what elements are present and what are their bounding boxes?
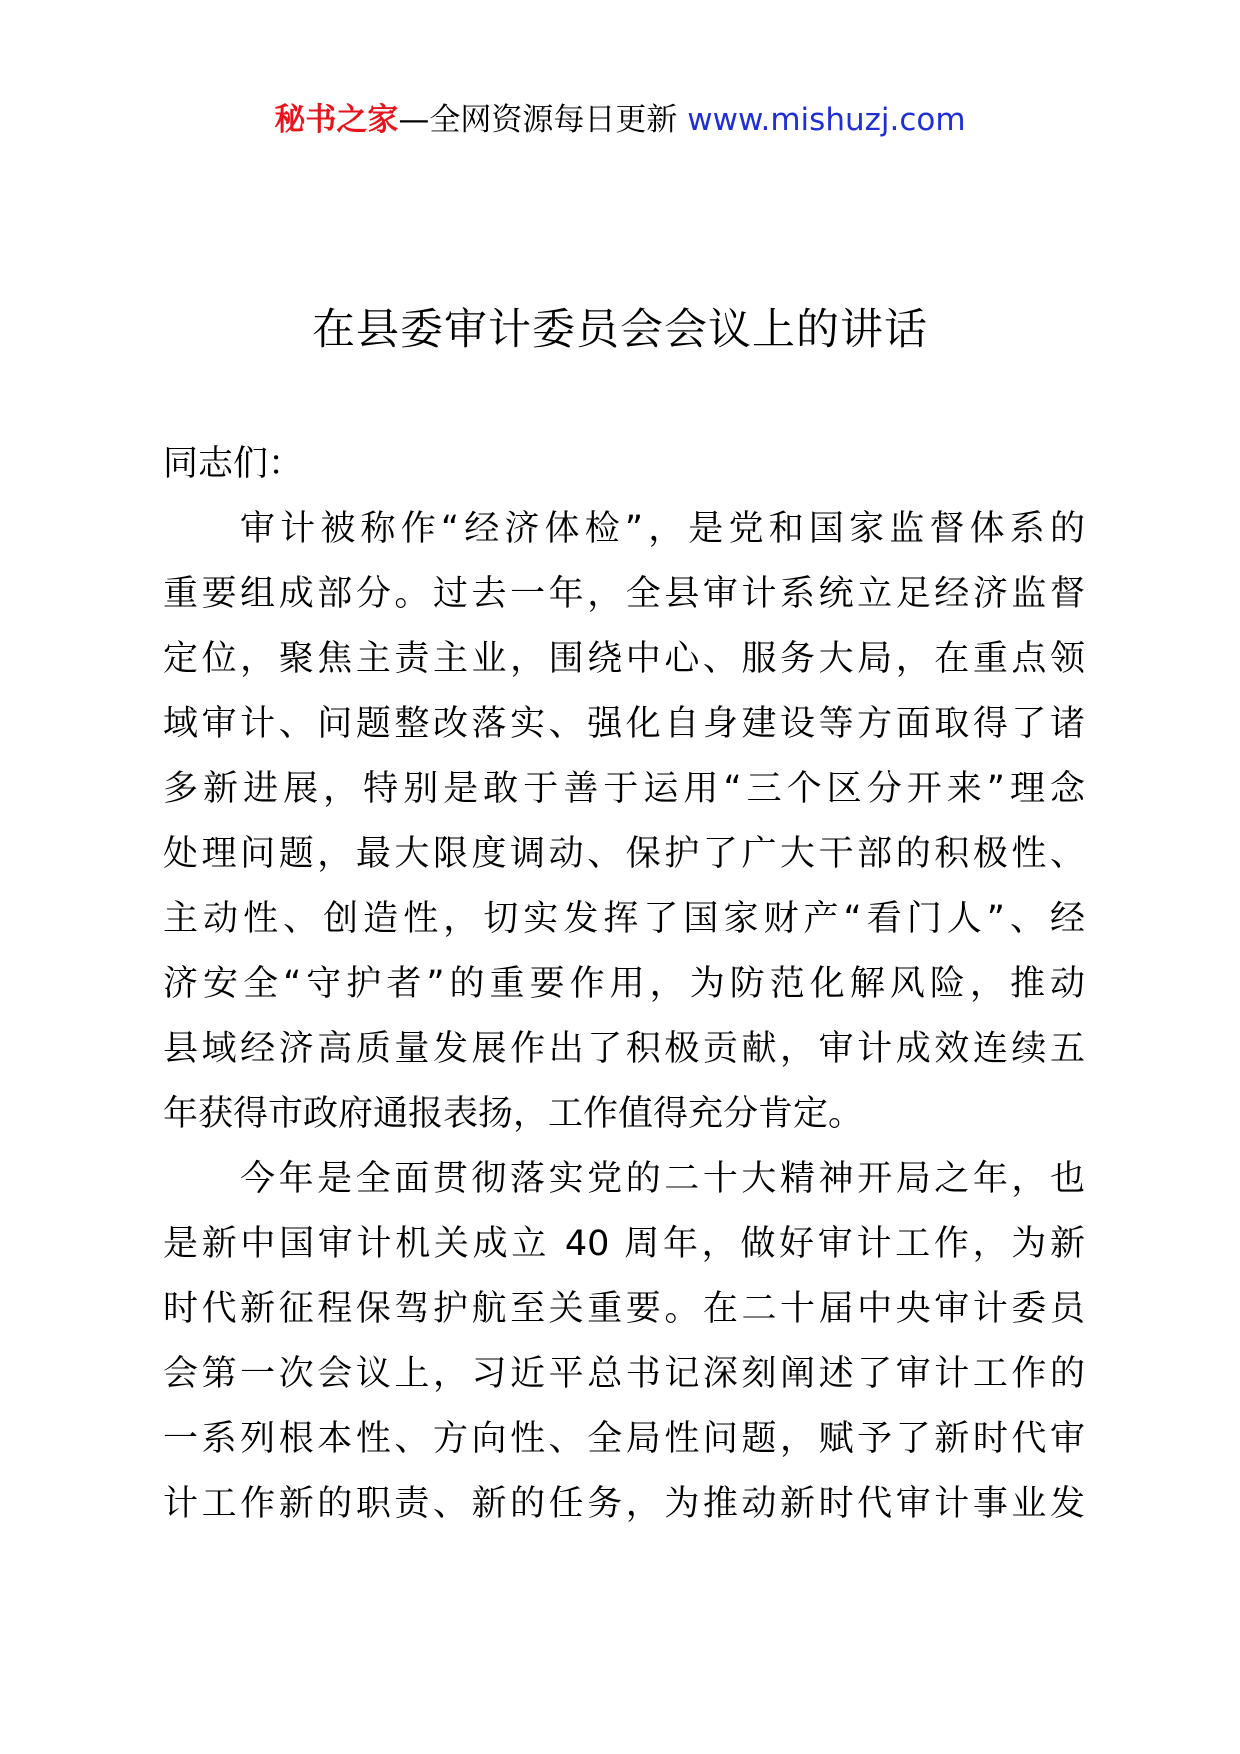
site-url[interactable]: www.mishuzj.com — [687, 102, 966, 138]
paragraph-1-line: 重要组成部分。过去一年，全县审计系统立足经济监督 — [163, 574, 1085, 614]
paragraph-1-line: 多新进展，特别是敢于善于运用“三个区分开来”理念 — [163, 769, 1085, 809]
paragraph-1-line: 审计被称作“经济体检”，是党和国家监督体系的 — [240, 509, 1085, 549]
brand-name: 秘书之家 — [274, 102, 399, 138]
paragraph-2-line: 一系列根本性、方向性、全局性问题，赋予了新时代审 — [163, 1419, 1085, 1459]
document-title: 在县委审计委员会会议上的讲话 — [312, 305, 928, 355]
salutation: 同志们： — [163, 444, 304, 484]
paragraph-1-line: 处理问题，最大限度调动、保护了广大干部的积极性、 — [163, 834, 1085, 874]
paragraph-1-line: 年获得市政府通报表扬，工作值得充分肯定。 — [163, 1094, 864, 1134]
paragraph-1-line: 县域经济高质量发展作出了积极贡献，审计成效连续五 — [163, 1029, 1085, 1069]
paragraph-1-line: 济安全“守护者”的重要作用，为防范化解风险，推动 — [163, 964, 1085, 1004]
site-header — [0, 100, 1240, 140]
document-body — [163, 432, 1085, 1537]
paragraph-2-line: 是新中国审计机关成立 40 周年，做好审计工作，为新 — [163, 1224, 1085, 1264]
paragraph-1-line: 主动性、创造性，切实发挥了国家财产“看门人”、经 — [163, 899, 1085, 939]
paragraph-2-line: 会第一次会议上，习近平总书记深刻阐述了审计工作的 — [163, 1354, 1085, 1394]
paragraph-2-line: 计工作新的职责、新的任务，为推动新时代审计事业发 — [163, 1484, 1085, 1524]
paragraph-2-line: 时代新征程保驾护航至关重要。在二十届中央审计委员 — [163, 1289, 1085, 1329]
header-slogan: —全网资源每日更新 — [398, 102, 678, 138]
paragraph-1-line: 定位，聚焦主责主业，围绕中心、服务大局，在重点领 — [163, 639, 1085, 679]
paragraph-2-line: 今年是全面贯彻落实党的二十大精神开局之年，也 — [240, 1159, 1085, 1199]
paragraph-1-line: 域审计、问题整改落实、强化自身建设等方面取得了诸 — [163, 704, 1085, 744]
